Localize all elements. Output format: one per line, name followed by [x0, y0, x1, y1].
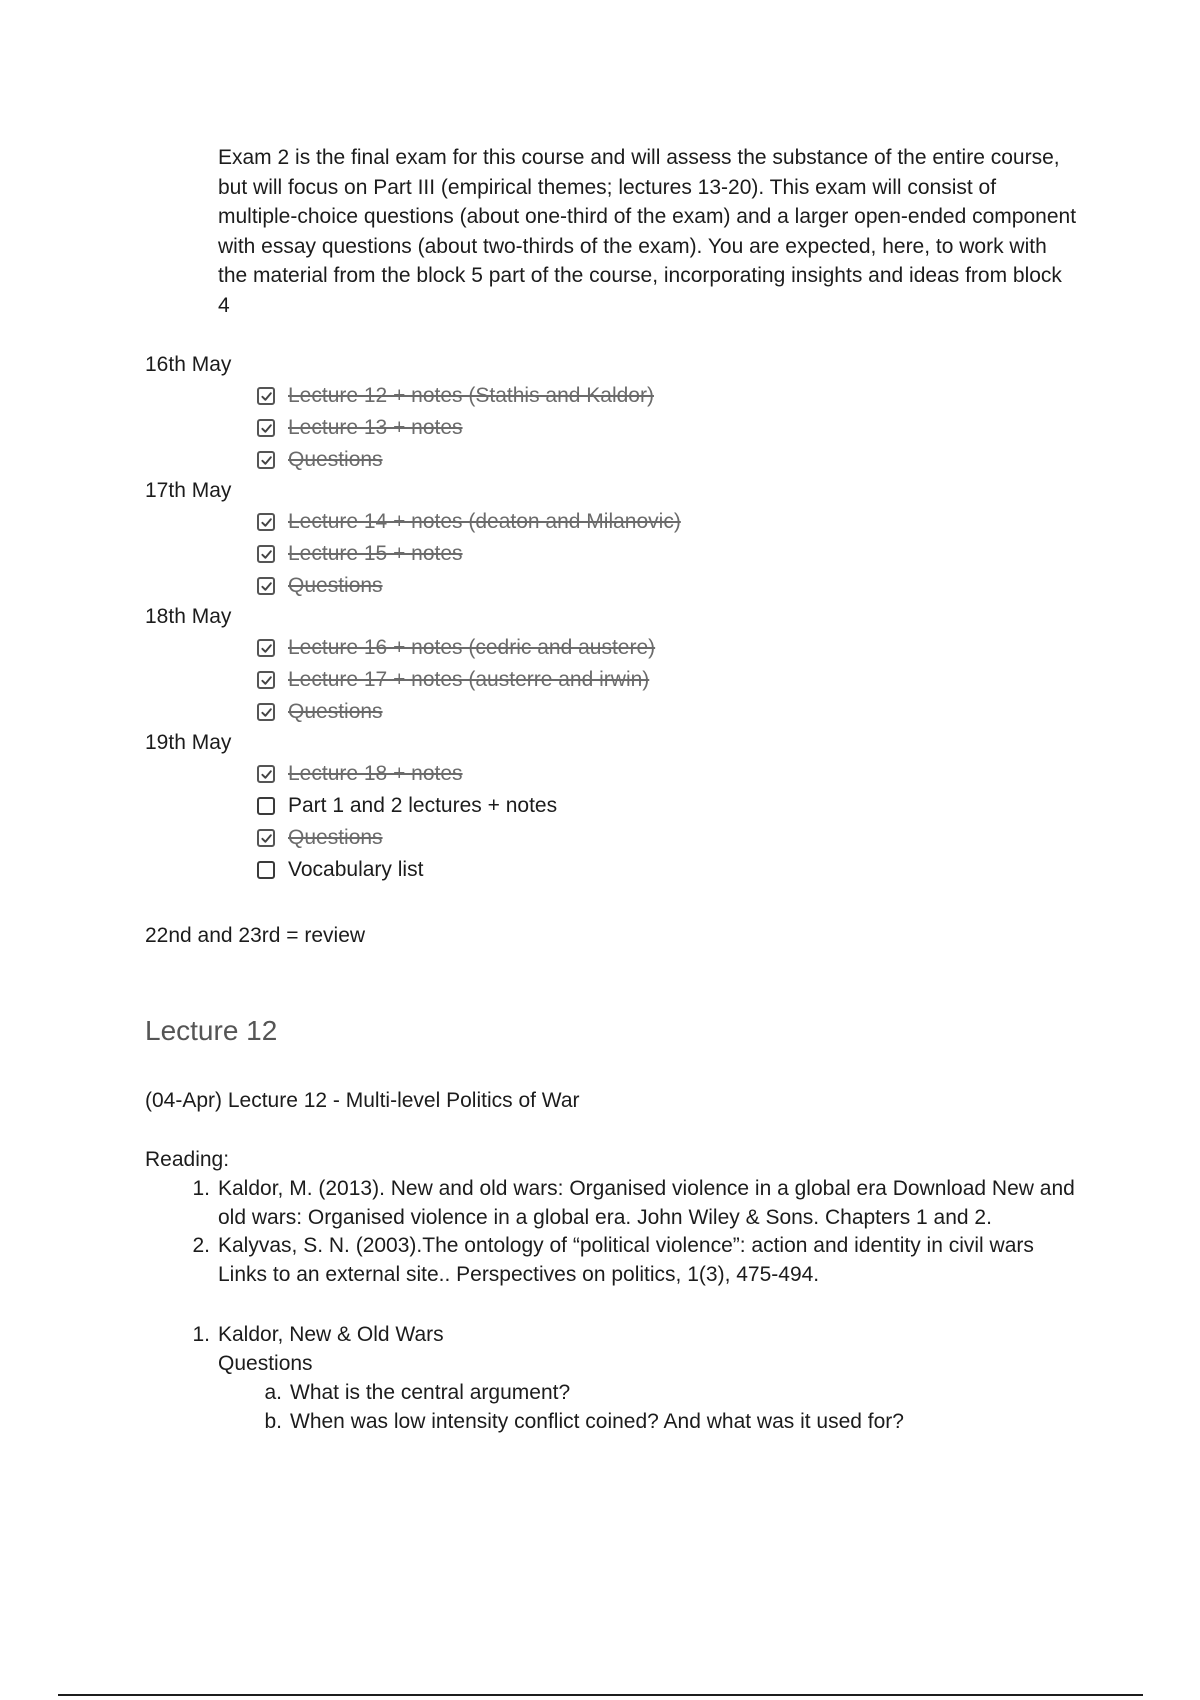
checklist-item[interactable] [257, 758, 1045, 790]
checklist-item[interactable] [257, 854, 1045, 886]
checklist-item[interactable] [257, 570, 1045, 602]
checklist-item[interactable] [257, 380, 1045, 412]
checkbox[interactable] [257, 577, 275, 595]
checkbox[interactable] [257, 765, 275, 783]
checklist-item[interactable] [257, 506, 1045, 538]
question-text: When was low intensity conflict coined? And what was it used for? [290, 1410, 904, 1433]
day-label: 18th May [145, 605, 232, 628]
task-list [145, 758, 1045, 886]
checkbox[interactable] [257, 703, 275, 721]
checklist-item-label: Part 1 and 2 lectures + notes [288, 794, 558, 817]
checkmark-icon [260, 768, 273, 781]
schedule-day [145, 602, 1045, 728]
question-text: What is the central argument? [290, 1381, 571, 1404]
checkmark-icon [260, 580, 273, 593]
schedule-day [145, 728, 1045, 886]
checkmark-icon [260, 516, 273, 529]
list-number: 1. [192, 1323, 210, 1346]
checklist-item-label: Lecture 16 + notes (cedric and austere) [288, 636, 656, 659]
checkbox[interactable] [257, 639, 275, 657]
question-item [264, 1378, 1088, 1407]
section-heading: Lecture 12 [145, 1015, 278, 1046]
list-number: 2. [192, 1234, 210, 1257]
checklist-item[interactable] [257, 444, 1045, 476]
page-divider [58, 1694, 1143, 1696]
checklist-item-label: Vocabulary list [288, 858, 424, 881]
checklist-item-label: Questions [288, 574, 383, 597]
question-item [264, 1407, 1088, 1436]
questions-label: Questions [218, 1352, 313, 1375]
day-label: 16th May [145, 353, 232, 376]
checkmark-icon [260, 390, 273, 403]
checkbox[interactable] [257, 671, 275, 689]
question-group-title [192, 1320, 1088, 1349]
reading-item [192, 1232, 1088, 1289]
checklist-item-label: Lecture 15 + notes [288, 542, 463, 565]
checklist-item-label: Lecture 14 + notes (deaton and Milanovic) [288, 510, 681, 533]
checkbox[interactable] [257, 387, 275, 405]
checkmark-icon [260, 454, 273, 467]
checkbox[interactable] [257, 451, 275, 469]
reading-text: Kalyvas, S. N. (2003).The ontology of “political violence”: action and identity in civil wars Links to an external site.. Perspectives on politics, 1(3), 475-494. [218, 1234, 1034, 1286]
list-letter: b. [264, 1410, 282, 1433]
checkbox[interactable] [257, 829, 275, 847]
task-list [145, 506, 1045, 602]
checklist-item-label: Questions [288, 826, 383, 849]
day-label: 19th May [145, 731, 232, 754]
questions-block [192, 1320, 1088, 1436]
checklist-item-label: Questions [288, 700, 383, 723]
checkbox[interactable] [257, 861, 275, 879]
study-schedule [145, 350, 1045, 886]
checkmark-icon [260, 548, 273, 561]
list-letter: a. [264, 1381, 282, 1404]
checkmark-icon [260, 422, 273, 435]
checkmark-icon [260, 642, 273, 655]
checklist-item[interactable] [257, 664, 1045, 696]
checkbox[interactable] [257, 419, 275, 437]
task-list [145, 632, 1045, 728]
checklist-item-label: Lecture 12 + notes (Stathis and Kaldor) [288, 384, 654, 407]
exam-description: Exam 2 is the final exam for this course and will assess the substance of the entire course, but will focus on Part III (empirical themes; lectures 13-20). This exam will consist of multiple-choice questions (about one-third of the exam) and a larger open-ended component with essay questions (about two-thirds of the exam). You are expected, here, to work with the material from the block 5 part of the course, incorporating insights and ideas from block 4 [218, 146, 1077, 317]
checklist-item-label: Lecture 17 + notes (austerre and irwin) [288, 668, 650, 691]
checklist-item-label: Lecture 18 + notes [288, 762, 463, 785]
question-source: Kaldor, New & Old Wars [218, 1323, 444, 1346]
schedule-day [145, 476, 1045, 602]
checklist-item[interactable] [257, 538, 1045, 570]
checklist-item-label: Questions [288, 448, 383, 471]
schedule-day [145, 350, 1045, 476]
checkbox[interactable] [257, 513, 275, 531]
checkbox[interactable] [257, 545, 275, 563]
list-number: 1. [192, 1177, 210, 1200]
day-label: 17th May [145, 479, 232, 502]
reading-text: Kaldor, M. (2013). New and old wars: Organised violence in a global era Download New and old wars: Organised violence in a global era. John Wiley & Sons. Chapters 1 and 2. [218, 1177, 1075, 1229]
checklist-item[interactable] [257, 696, 1045, 728]
reading-item [192, 1175, 1088, 1232]
checkmark-icon [260, 706, 273, 719]
checklist-item[interactable] [257, 412, 1045, 444]
checklist-item[interactable] [257, 822, 1045, 854]
checklist-item-label: Lecture 13 + notes [288, 416, 463, 439]
reading-label: Reading: [145, 1148, 230, 1171]
question-list [218, 1378, 1088, 1436]
review-note: 22nd and 23rd = review [145, 924, 366, 947]
checklist-item[interactable] [257, 790, 1045, 822]
checkmark-icon [260, 674, 273, 687]
checkbox[interactable] [257, 797, 275, 815]
reading-list [192, 1175, 1088, 1289]
task-list [145, 380, 1045, 476]
lecture-title: (04-Apr) Lecture 12 - Multi-level Politics of War [145, 1089, 580, 1112]
checklist-item[interactable] [257, 632, 1045, 664]
checkmark-icon [260, 832, 273, 845]
